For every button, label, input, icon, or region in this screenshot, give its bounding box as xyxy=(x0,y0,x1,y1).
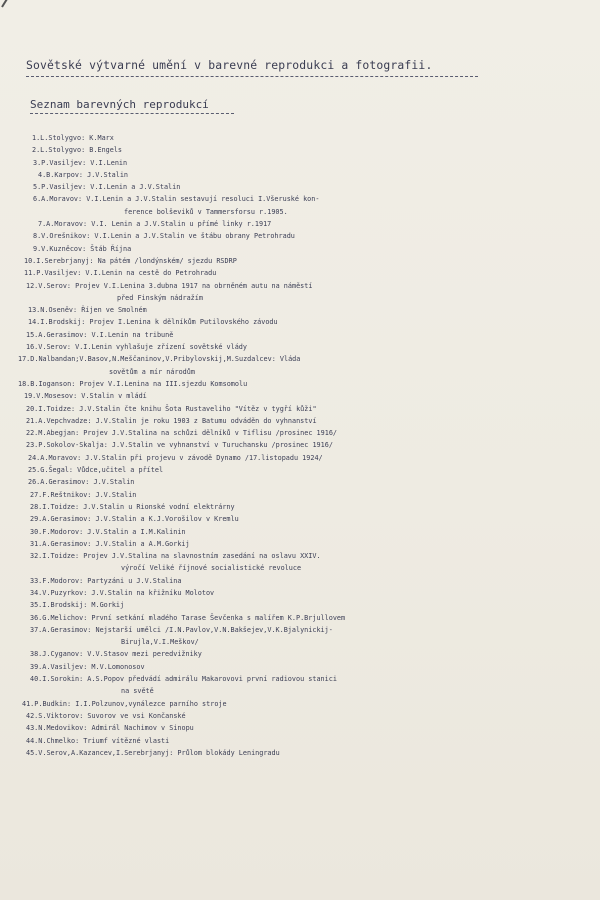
list-item-text: 42.S.Viktorov: Suvorov ve vsi Končanské xyxy=(26,711,186,720)
list-item xyxy=(0,673,600,698)
list-item xyxy=(0,427,600,439)
list-item-text: 20.I.Toidze: J.V.Stalin čte knihu Šota Rustaveliho "Vítěz v tygří kůži" xyxy=(26,404,317,413)
list-item xyxy=(0,304,600,316)
list-item xyxy=(0,243,600,255)
list-item-text: 13.N.Oseněv: Říjen ve Smolném xyxy=(28,306,147,315)
list-item-text: 40.I.Sorokin: A.S.Popov předvádí admirálu Makarovovi první radiovou stanici xyxy=(30,675,337,684)
list-item xyxy=(0,550,600,575)
list-item-text: 23.P.Sokolov-Skalja: J.V.Stalin ve vyhnanství v Turuchansku /prosinec 1916/ xyxy=(26,441,333,450)
list-item xyxy=(0,132,600,144)
list-item-text: 45.V.Serov,A.Kazancev,I.Serebrjanyj: Průlom blokády Leningradu xyxy=(26,748,280,757)
list-item-text: 29.A.Gerasimov: J.V.Stalin a K.J.Vorošilov v Kremlu xyxy=(30,515,239,524)
list-item-text: 38.J.Cyganov: V.V.Stasov mezi peredvižniky xyxy=(30,650,202,659)
list-item xyxy=(0,390,600,402)
list-item-text: 28.I.Toidze: J.V.Stalin u Rionské vodní elektrárny xyxy=(30,502,235,511)
list-item-text: 33.F.Modorov: Partyzáni u J.V.Stalina xyxy=(30,576,182,585)
list-item-continuation: na světě xyxy=(121,687,154,696)
list-item-text: 43.N.Medovikov: Admirál Nachimov v Sinopu xyxy=(26,724,194,733)
list-item xyxy=(0,599,600,611)
list-item-text: 9.V.Kuzněcov: Štáb Října xyxy=(33,244,132,253)
list-item xyxy=(0,218,600,230)
list-item xyxy=(0,316,600,328)
list-item xyxy=(0,538,600,550)
list-item-text: 22.M.Abegjan: Projev J.V.Stalina na schůzi dělníků v Tiflisu /prosinec 1916/ xyxy=(26,429,337,438)
list-item-text: 25.G.Šegal: Vůdce,učitel a přítel xyxy=(28,466,164,475)
list-item-text: 19.V.Mosesov: V.Stalin v mládí xyxy=(24,392,147,401)
list-item-text: 14.I.Brodskij: Projev I.Lenina k dělníkům Putilovského závodu xyxy=(28,318,278,327)
list-item-text: 15.A.Gerasimov: V.I.Lenin na tribuně xyxy=(26,330,174,339)
list-item xyxy=(0,648,600,660)
list-item-text: 11.P.Vasiljev: V.I.Lenin na cestě do Petrohradu xyxy=(24,269,217,278)
list-item-text: 32.I.Toidze: Projev J.V.Stalina na slavnostním zasedání na oslavu XXIV. xyxy=(30,552,321,561)
list-item-text: 21.A.Vepchvadze: J.V.Stalin je roku 1903 z Batumu odváděn do vyhnanství xyxy=(26,416,317,425)
list-item xyxy=(0,624,600,649)
list-item xyxy=(0,169,600,181)
list-item-text: 16.V.Serov: V.I.Lenin vyhlašuje zřízení sovětské vlády xyxy=(26,343,247,352)
list-item-continuation: před Finským nádražím xyxy=(117,293,203,302)
list-item xyxy=(0,513,600,525)
list-item xyxy=(0,157,600,169)
reproduction-list xyxy=(0,132,600,759)
list-item-text: 30.F.Modorov: J.V.Stalin a I.M.Kalinin xyxy=(30,527,186,536)
list-item xyxy=(0,415,600,427)
list-item-text: 6.A.Moravov: V.I.Lenin a J.V.Stalin sestavují resoluci I.Všeruské kon- xyxy=(33,195,320,204)
list-item-text: 4.B.Karpov: J.V.Stalin xyxy=(38,170,129,179)
pen-mark xyxy=(1,0,10,8)
title-underline xyxy=(26,76,478,77)
list-item-text: 12.V.Serov: Projev V.I.Lenina 3.dubna 1917 na obrněném autu na náměstí xyxy=(26,281,313,290)
list-item-text: 3.P.Vasiljev: V.I.Lenin xyxy=(33,158,128,167)
list-item xyxy=(0,661,600,673)
list-item xyxy=(0,280,600,305)
list-item-text: 8.V.Orešnikov: V.I.Lenin a J.V.Stalin ve štábu obrany Petrohradu xyxy=(33,232,295,241)
list-item-text: 27.F.Reštnikov: J.V.Stalin xyxy=(30,490,137,499)
list-item xyxy=(0,329,600,341)
list-item-text: 1.L.Stolygvo: K.Marx xyxy=(32,134,114,142)
list-item xyxy=(0,747,600,759)
list-item xyxy=(0,735,600,747)
list-item xyxy=(0,230,600,242)
list-item xyxy=(0,710,600,722)
list-item-text: 34.V.Puzyrkov: J.V.Stalin na křižníku Molotov xyxy=(30,588,215,597)
list-item-text: 26.A.Gerasimov: J.V.Stalin xyxy=(28,478,135,487)
list-item-text: 39.A.Vasiljev: M.V.Lomonosov xyxy=(30,662,145,671)
list-item-text: 36.G.Melichov: První setkání mladého Tarase Ševčenka s malířem K.P.Brjullovem xyxy=(30,613,346,622)
list-item xyxy=(0,378,600,390)
list-item-continuation: výročí Veliké říjnové socialistické revoluce xyxy=(121,564,302,573)
list-item-text: 44.N.Chmelko: Triumf vítězné vlasti xyxy=(26,736,170,745)
list-item xyxy=(0,403,600,415)
list-item xyxy=(0,464,600,476)
list-item xyxy=(0,587,600,599)
list-item-text: 7.A.Moravov: V.I. Lenin a J.V.Stalin u přímé linky r.1917 xyxy=(38,220,272,229)
list-item-continuation: Birujla,V.I.Meškov/ xyxy=(121,638,199,647)
list-item xyxy=(0,267,600,279)
list-item xyxy=(0,575,600,587)
list-item-text: 24.A.Moravov: J.V.Stalin při projevu v závodě Dynamo /17.listopadu 1924/ xyxy=(28,453,323,462)
subtitle-underline xyxy=(30,113,234,114)
list-item-text: 10.I.Serebrjanyj: Na pátém /londýnském/ sjezdu RSDRP xyxy=(24,256,237,265)
list-item xyxy=(0,193,600,218)
list-item xyxy=(0,341,600,353)
list-item-text: 2.L.Stolygvo: B.Engels xyxy=(32,146,123,155)
list-item xyxy=(0,353,600,378)
list-item xyxy=(0,501,600,513)
list-item xyxy=(0,476,600,488)
list-item xyxy=(0,612,600,624)
list-item xyxy=(0,722,600,734)
list-item-text: 31.A.Gerasimov: J.V.Stalin a A.M.Gorkij xyxy=(30,539,190,548)
list-item xyxy=(0,439,600,451)
list-item xyxy=(0,698,600,710)
document-subtitle: Seznam barevných reprodukcí xyxy=(30,98,209,111)
list-item-text: 18.B.Ioganson: Projev V.I.Lenina na III.sjezdu Komsomolu xyxy=(18,379,248,388)
list-item-text: 41.P.Budkin: I.I.Polzunov,vynálezce parního stroje xyxy=(22,699,227,708)
list-item xyxy=(0,144,600,156)
document-title: Sovětské výtvarné umění v barevné reprodukci a fotografii. xyxy=(26,58,433,72)
list-item xyxy=(0,489,600,501)
list-item-text: 37.A.Gerasimov: Nejstarší umělci /I.N.Pavlov,V.N.Bakšejev,V.K.Bjalynickij- xyxy=(30,625,333,634)
list-item-continuation: ference bolševiků v Tammersforsu r.1905. xyxy=(124,207,288,216)
list-item xyxy=(0,526,600,538)
list-item xyxy=(0,181,600,193)
list-item-text: 17.D.Nalbandan;V.Basov,N.Meščaninov,V.Pribylovskij,M.Suzdalcev: Vláda xyxy=(18,355,301,364)
list-item xyxy=(0,255,600,267)
list-item-text: 35.I.Brodskij: M.Gorkij xyxy=(30,601,125,610)
list-item-text: 5.P.Vasiljev: V.I.Lenin a J.V.Stalin xyxy=(33,183,181,192)
list-item-continuation: sovětům a mír národům xyxy=(109,367,195,376)
list-item xyxy=(0,452,600,464)
